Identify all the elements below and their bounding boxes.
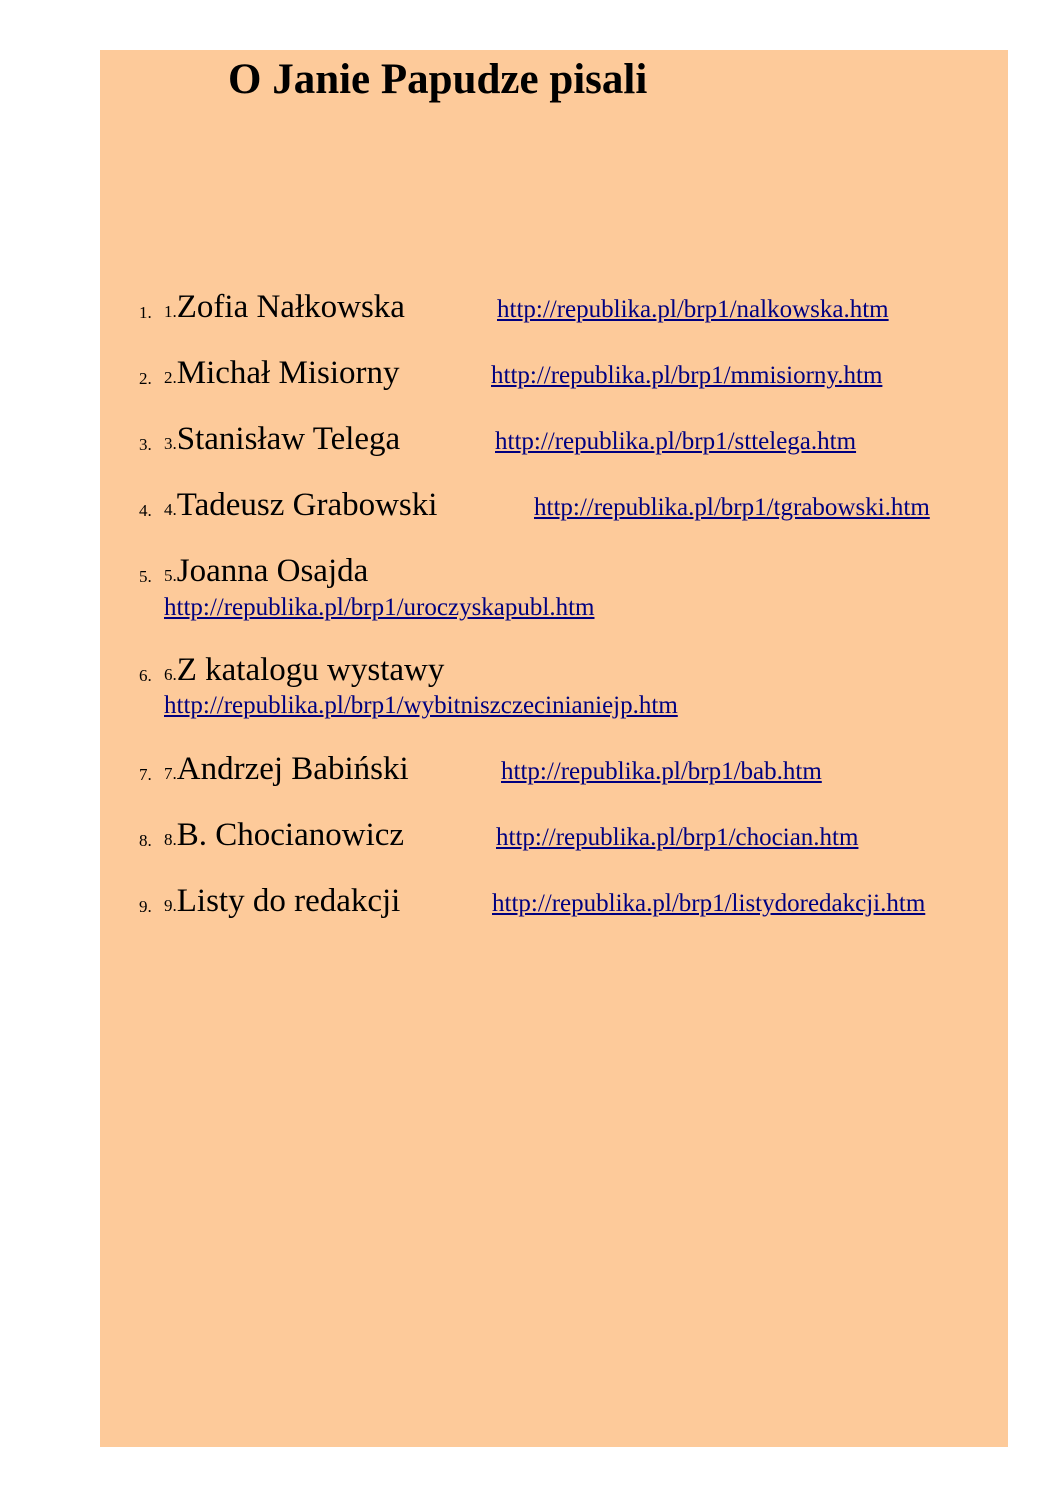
- list-item: [0, 650, 1058, 719]
- name-prefix: 3.: [164, 434, 177, 453]
- list-number: 5.: [139, 567, 152, 586]
- list-item: [0, 419, 1058, 459]
- list-item: [0, 287, 1058, 327]
- list-item: [0, 485, 1058, 525]
- author-name: [164, 881, 400, 926]
- name-text: Michał Misiorny: [176, 355, 400, 391]
- author-link[interactable]: http://republika.pl/brp1/sttelega.htm: [495, 428, 857, 455]
- list-item: [0, 815, 1058, 855]
- list-number: 8.: [139, 831, 152, 850]
- list-number: 9.: [139, 897, 152, 916]
- author-link[interactable]: http://republika.pl/brp1/chocian.htm: [496, 824, 859, 851]
- list-item: [0, 881, 1058, 921]
- name-text: Zofia Nałkowska: [176, 289, 405, 325]
- name-text: Tadeusz Grabowski: [176, 487, 438, 523]
- list-number: 7.: [139, 765, 152, 784]
- list-number: 4.: [139, 501, 152, 520]
- name-prefix: 8.: [164, 830, 177, 849]
- author-name: [164, 650, 444, 695]
- author-link[interactable]: http://republika.pl/brp1/nalkowska.htm: [497, 296, 889, 323]
- author-name: [164, 287, 405, 332]
- name-prefix: 6.: [164, 665, 177, 684]
- name-text: Listy do redakcji: [176, 883, 401, 919]
- name-text: Joanna Osajda: [176, 553, 369, 589]
- author-name: [164, 815, 404, 860]
- list-number: 6.: [139, 666, 152, 685]
- list-item: [0, 353, 1058, 393]
- list-item: [0, 551, 1058, 621]
- name-text: Z katalogu wystawy: [176, 652, 445, 688]
- author-name: [164, 353, 399, 398]
- author-link[interactable]: http://republika.pl/brp1/tgrabowski.htm: [534, 494, 930, 521]
- author-link[interactable]: http://republika.pl/brp1/uroczyskapubl.htm: [164, 594, 595, 621]
- author-name: [164, 551, 368, 596]
- name-prefix: 4.: [164, 500, 177, 519]
- list-number: 2.: [139, 369, 152, 388]
- name-text: Stanisław Telega: [176, 421, 401, 457]
- author-link[interactable]: http://republika.pl/brp1/listydoredakcji.htm: [492, 890, 926, 917]
- name-text: B. Chocianowicz: [176, 817, 405, 853]
- author-link[interactable]: http://republika.pl/brp1/bab.htm: [501, 758, 822, 785]
- author-link[interactable]: http://republika.pl/brp1/wybitniszczecinianiejp.htm: [164, 692, 678, 719]
- name-prefix: 2.: [164, 368, 177, 387]
- author-name: [164, 485, 437, 530]
- name-text: Andrzej Babiński: [176, 751, 409, 787]
- author-name: [164, 749, 409, 794]
- list-number: 3.: [139, 435, 152, 454]
- name-prefix: 1.: [164, 302, 177, 321]
- list-number: 1.: [139, 303, 152, 322]
- list-item: [0, 749, 1058, 789]
- name-prefix: 9.: [164, 896, 177, 915]
- name-prefix: 7.: [164, 764, 177, 783]
- name-prefix: 5.: [164, 566, 177, 585]
- author-name: [164, 419, 400, 464]
- page-title: O Janie Papudze pisali: [228, 56, 648, 103]
- author-link[interactable]: http://republika.pl/brp1/mmisiorny.htm: [491, 362, 883, 389]
